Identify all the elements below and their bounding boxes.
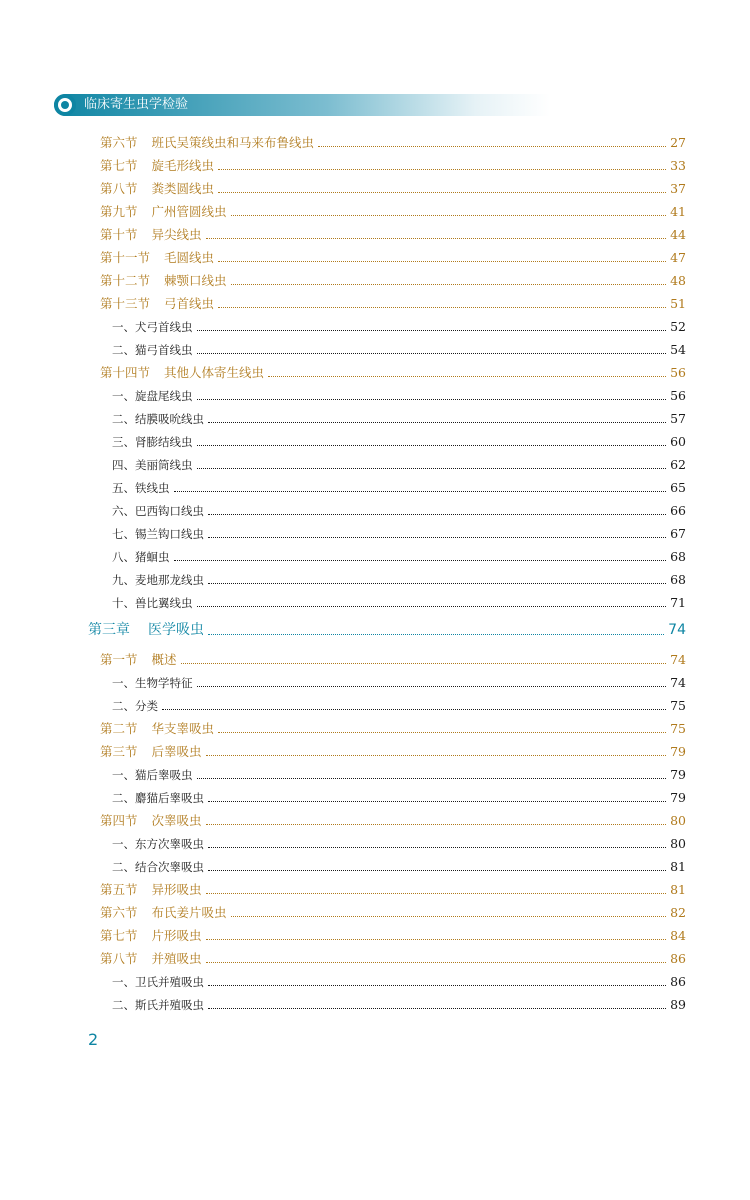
toc-subsection[interactable] — [112, 456, 686, 474]
toc-label — [112, 766, 193, 784]
dot-leader — [208, 801, 666, 802]
toc-subsection[interactable] — [112, 433, 686, 451]
dot-leader — [208, 634, 664, 635]
toc-subsection[interactable] — [112, 548, 686, 566]
toc-page-number: 79 — [670, 744, 686, 759]
dot-leader — [218, 192, 666, 193]
toc-section[interactable] — [100, 134, 686, 152]
dot-leader — [208, 514, 666, 515]
toc-label — [112, 341, 193, 359]
toc-label — [100, 226, 202, 244]
toc-label — [112, 674, 193, 692]
toc-label — [112, 697, 158, 715]
toc-subsection[interactable] — [112, 525, 686, 543]
toc-title: 三、肾膨结线虫 — [112, 435, 193, 449]
toc-section[interactable] — [100, 904, 686, 922]
toc-number: 第二节 — [100, 721, 138, 736]
toc-number: 第三节 — [100, 744, 138, 759]
dot-leader — [208, 870, 666, 871]
dot-leader — [206, 962, 667, 963]
toc-section[interactable] — [100, 295, 686, 313]
toc-page-number: 80 — [670, 813, 686, 828]
toc-label — [100, 272, 227, 290]
toc-title: 布氏姜片吸虫 — [151, 905, 227, 920]
toc-page-number: 57 — [670, 411, 686, 426]
toc-title: 旋毛形线虫 — [151, 158, 215, 173]
toc-title: 十、兽比翼线虫 — [112, 596, 193, 610]
toc-label — [112, 835, 204, 853]
toc-subsection[interactable] — [112, 858, 686, 876]
toc-page-number: 66 — [670, 503, 686, 518]
toc-page-number: 44 — [670, 227, 686, 242]
toc-number: 第四节 — [100, 813, 138, 828]
toc-title: 后睾吸虫 — [151, 744, 202, 759]
dot-leader — [197, 399, 667, 400]
dot-leader — [206, 824, 667, 825]
dot-leader — [208, 985, 666, 986]
dot-leader — [218, 732, 666, 733]
toc-label — [112, 433, 193, 451]
toc-number: 第七节 — [100, 158, 138, 173]
toc-subsection[interactable] — [112, 410, 686, 428]
toc-number: 第十二节 — [100, 273, 151, 288]
toc-title: 次睾吸虫 — [151, 813, 202, 828]
toc-subsection[interactable] — [112, 766, 686, 784]
toc-label — [112, 525, 204, 543]
toc-label — [100, 180, 214, 198]
toc-page-number: 56 — [670, 365, 686, 380]
toc-title: 二、结膜吸吮线虫 — [112, 412, 204, 426]
toc-label — [100, 157, 214, 175]
toc-number: 第九节 — [100, 204, 138, 219]
toc-number: 第十一节 — [100, 250, 151, 265]
toc-page-number: 27 — [670, 135, 686, 150]
toc-label — [100, 720, 214, 738]
toc-subsection[interactable] — [112, 697, 686, 715]
header-circle-icon — [54, 94, 76, 116]
dot-leader — [197, 468, 667, 469]
toc-page-number: 68 — [670, 549, 686, 564]
toc-page-number: 75 — [670, 721, 686, 736]
toc-section[interactable] — [100, 743, 686, 761]
dot-leader — [208, 537, 666, 538]
toc-label — [100, 881, 202, 899]
toc-section[interactable] — [100, 950, 686, 968]
toc-label — [100, 743, 202, 761]
dot-leader — [208, 583, 666, 584]
toc-page-number: 62 — [670, 457, 686, 472]
toc-page-number: 65 — [670, 480, 686, 495]
dot-leader — [197, 778, 667, 779]
toc-title: 七、锡兰钩口线虫 — [112, 527, 204, 541]
dot-leader — [218, 307, 666, 308]
toc-title: 其他人体寄生线虫 — [164, 365, 265, 380]
page-number: 2 — [88, 1030, 99, 1049]
toc-label — [100, 203, 227, 221]
toc-page-number: 48 — [670, 273, 686, 288]
toc-subsection[interactable] — [112, 387, 686, 405]
toc-number: 第三章 — [88, 622, 130, 638]
toc-number: 第一节 — [100, 652, 138, 667]
toc-title: 二、麝猫后睾吸虫 — [112, 791, 204, 805]
toc-section[interactable] — [100, 226, 686, 244]
toc-number: 第十三节 — [100, 296, 151, 311]
toc-page-number: 82 — [670, 905, 686, 920]
toc-section[interactable] — [100, 364, 686, 382]
toc-label — [112, 387, 193, 405]
toc-title: 一、卫氏并殖吸虫 — [112, 975, 204, 989]
toc-page-number: 84 — [670, 928, 686, 943]
toc-title: 五、铁线虫 — [112, 481, 170, 495]
toc-title: 广州管圆线虫 — [151, 204, 227, 219]
toc-label — [112, 858, 204, 876]
toc-section[interactable] — [100, 249, 686, 267]
toc-page-number: 71 — [670, 595, 686, 610]
toc-title: 二、猫弓首线虫 — [112, 343, 193, 357]
dot-leader — [197, 606, 667, 607]
toc-chapter[interactable] — [88, 620, 686, 640]
toc-label — [100, 812, 202, 830]
dot-leader — [218, 169, 666, 170]
dot-leader — [231, 215, 667, 216]
dot-leader — [206, 893, 667, 894]
toc-page-number: 79 — [670, 767, 686, 782]
toc-label — [100, 904, 227, 922]
toc-title: 概述 — [151, 652, 177, 667]
toc-label — [88, 620, 204, 640]
dot-leader — [318, 146, 666, 147]
toc-page-number: 86 — [670, 974, 686, 989]
toc-page-number: 74 — [668, 622, 686, 638]
running-header — [54, 94, 550, 116]
toc-section[interactable] — [100, 812, 686, 830]
toc-label — [112, 456, 193, 474]
dot-leader — [162, 709, 666, 710]
toc-title: 粪类圆线虫 — [151, 181, 215, 196]
toc-section[interactable] — [100, 651, 686, 669]
toc-page-number: 52 — [670, 319, 686, 334]
toc-page-number: 33 — [670, 158, 686, 173]
toc-label — [100, 249, 214, 267]
toc-subsection[interactable] — [112, 674, 686, 692]
toc-title: 班氏吴策线虫和马来布鲁线虫 — [151, 135, 315, 150]
toc-section[interactable] — [100, 157, 686, 175]
toc-title: 二、分类 — [112, 699, 158, 713]
dot-leader — [208, 422, 666, 423]
toc-label — [100, 651, 177, 669]
toc-section[interactable] — [100, 180, 686, 198]
toc-title: 棘颚口线虫 — [164, 273, 227, 288]
toc-section[interactable] — [100, 272, 686, 290]
dot-leader — [206, 939, 667, 940]
toc-title: 九、麦地那龙线虫 — [112, 573, 204, 587]
toc-number: 第六节 — [100, 905, 138, 920]
toc-label — [112, 410, 204, 428]
toc-title: 二、斯氏并殖吸虫 — [112, 998, 204, 1012]
toc-title: 弓首线虫 — [164, 296, 215, 311]
header-title: 临床寄生虫学检验 — [84, 97, 189, 112]
toc-page-number: 79 — [670, 790, 686, 805]
toc-number: 第十四节 — [100, 365, 151, 380]
toc-title: 六、巴西钩口线虫 — [112, 504, 204, 518]
toc-title: 异形吸虫 — [151, 882, 202, 897]
toc-number: 第八节 — [100, 181, 138, 196]
toc-page-number: 80 — [670, 836, 686, 851]
toc-page-number: 67 — [670, 526, 686, 541]
toc-page-number: 74 — [670, 675, 686, 690]
toc-subsection[interactable] — [112, 479, 686, 497]
dot-leader — [174, 491, 667, 492]
dot-leader — [206, 238, 667, 239]
toc-title: 一、猫后睾吸虫 — [112, 768, 193, 782]
toc-title: 医学吸虫 — [148, 622, 204, 638]
toc-number: 第七节 — [100, 928, 138, 943]
toc-subsection[interactable] — [112, 318, 686, 336]
toc-label — [112, 594, 193, 612]
toc-label — [100, 364, 264, 382]
toc-subsection[interactable] — [112, 996, 686, 1014]
toc-label — [112, 318, 193, 336]
toc-title: 八、猪蛔虫 — [112, 550, 170, 564]
toc-section[interactable] — [100, 927, 686, 945]
toc-title: 一、旋盘尾线虫 — [112, 389, 193, 403]
toc-title: 四、美丽筒线虫 — [112, 458, 193, 472]
toc-subsection[interactable] — [112, 571, 686, 589]
toc-page-number: 86 — [670, 951, 686, 966]
toc-page-number: 41 — [670, 204, 686, 219]
toc-page-number: 75 — [670, 698, 686, 713]
toc-label — [100, 295, 214, 313]
toc-page-number: 81 — [670, 859, 686, 874]
toc-subsection[interactable] — [112, 835, 686, 853]
toc-page-number: 81 — [670, 882, 686, 897]
toc-label — [112, 996, 204, 1014]
dot-leader — [268, 376, 666, 377]
toc-section[interactable] — [100, 203, 686, 221]
toc-title: 并殖吸虫 — [151, 951, 202, 966]
dot-leader — [208, 847, 666, 848]
toc-page-number: 60 — [670, 434, 686, 449]
toc-title: 一、犬弓首线虫 — [112, 320, 193, 334]
toc-page-number: 37 — [670, 181, 686, 196]
toc-section[interactable] — [100, 720, 686, 738]
toc-label — [112, 789, 204, 807]
dot-leader — [174, 560, 667, 561]
toc-label — [112, 548, 170, 566]
dot-leader — [197, 686, 667, 687]
toc-title: 华支睾吸虫 — [151, 721, 215, 736]
toc-subsection[interactable] — [112, 341, 686, 359]
toc-subsection[interactable] — [112, 502, 686, 520]
toc-label — [100, 134, 314, 152]
toc-subsection[interactable] — [112, 973, 686, 991]
dot-leader — [197, 330, 667, 331]
toc-page-number: 54 — [670, 342, 686, 357]
dot-leader — [197, 445, 667, 446]
toc-label — [112, 571, 204, 589]
toc-number: 第十节 — [100, 227, 138, 242]
toc-title: 一、生物学特征 — [112, 676, 193, 690]
toc-subsection[interactable] — [112, 594, 686, 612]
toc-number: 第五节 — [100, 882, 138, 897]
toc-label — [112, 973, 204, 991]
toc-number: 第八节 — [100, 951, 138, 966]
dot-leader — [231, 916, 667, 917]
dot-leader — [218, 261, 666, 262]
toc-label — [100, 927, 202, 945]
toc-page-number: 51 — [670, 296, 686, 311]
dot-leader — [231, 284, 667, 285]
toc-page-number: 56 — [670, 388, 686, 403]
toc-title: 片形吸虫 — [151, 928, 202, 943]
toc-title: 异尖线虫 — [151, 227, 202, 242]
dot-leader — [181, 663, 667, 664]
toc-page-number: 47 — [670, 250, 686, 265]
toc-number: 第六节 — [100, 135, 138, 150]
toc-page-number: 89 — [670, 997, 686, 1012]
toc-title: 一、东方次睾吸虫 — [112, 837, 204, 851]
toc-title: 毛圆线虫 — [164, 250, 215, 265]
toc-label — [100, 950, 202, 968]
toc-page-number: 74 — [670, 652, 686, 667]
dot-leader — [197, 353, 667, 354]
dot-leader — [208, 1008, 666, 1009]
toc-label — [112, 502, 204, 520]
toc-label — [112, 479, 170, 497]
dot-leader — [206, 755, 667, 756]
toc-subsection[interactable] — [112, 789, 686, 807]
toc-title: 二、结合次睾吸虫 — [112, 860, 204, 874]
toc-page-number: 68 — [670, 572, 686, 587]
toc-section[interactable] — [100, 881, 686, 899]
